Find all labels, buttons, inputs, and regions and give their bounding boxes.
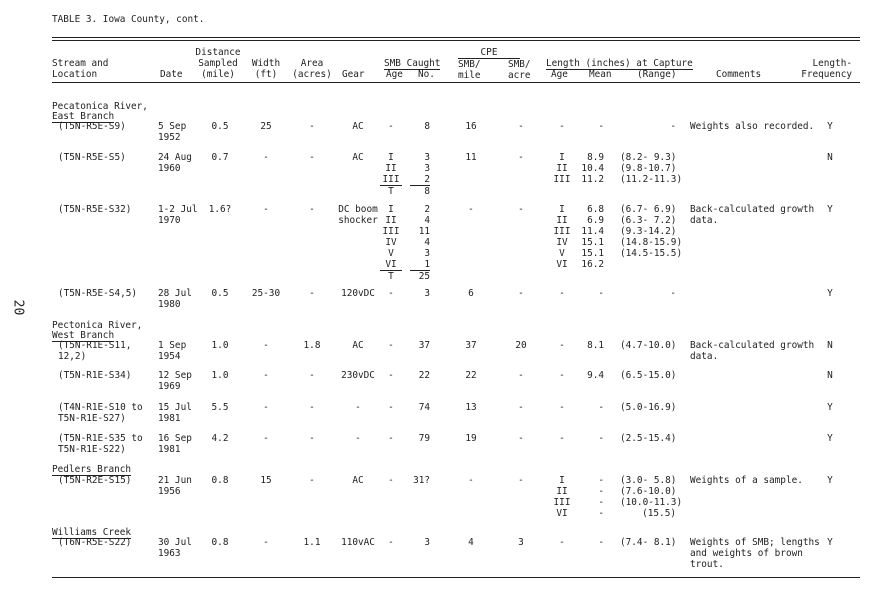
cell-distance: 1.0 (211, 370, 229, 381)
header-length-frequency-2: Frequency (801, 69, 852, 80)
cell-length-frequency: Y (827, 204, 833, 215)
header-length-frequency: Length- (812, 58, 852, 69)
cell-width: - (263, 204, 269, 215)
group-title: Pecatonica River, (52, 101, 148, 112)
cell-area: - (309, 370, 315, 381)
cell-number: 3 (424, 537, 430, 548)
cell-date: 21 Jun 1956 (158, 475, 192, 497)
cell-smb-acre: - (518, 121, 524, 132)
cell-date: 12 Sep 1969 (158, 370, 192, 392)
cell-area: 1.1 (303, 537, 321, 548)
header-cpe: CPE (480, 47, 498, 58)
cell-smb-mile: - (468, 204, 474, 215)
cell-length-frequency: N (827, 370, 833, 381)
cell-gear: - (355, 433, 361, 444)
cell-location: (T5N-R1E-S35 to T5N-R1E-S22) (58, 433, 143, 455)
cell-date: 15 Jul 1981 (158, 402, 192, 424)
cell-len-age: I II III (553, 152, 571, 185)
group-title: Pectonica River, (52, 320, 143, 331)
cell-gear: DC boom shocker (338, 204, 378, 226)
cell-age: I II III IV V VI (382, 204, 400, 270)
cell-number: 3 (424, 288, 430, 299)
cell-len-range: - (670, 288, 676, 299)
cell-len-age: - (559, 288, 565, 299)
cell-distance: 0.7 (211, 152, 229, 163)
top-rule (52, 37, 860, 38)
cell-date: 16 Sep 1981 (158, 433, 192, 455)
cell-distance: 0.5 (211, 288, 229, 299)
cell-location: (T6N-R5E-S22) (58, 537, 132, 548)
cell-smb-acre: - (518, 475, 524, 486)
cell-length-frequency: Y (827, 121, 833, 132)
cell-len-age: - (559, 121, 565, 132)
cell-smb-acre: 20 (515, 340, 527, 351)
cell-len-mean: - (598, 288, 604, 299)
cell-number: 3 3 2 (424, 152, 430, 185)
cell-smb-mile: 6 (468, 288, 474, 299)
cell-gear: 230vDC (341, 370, 375, 381)
cell-area: 1.8 (303, 340, 321, 351)
cell-len-range: (8.2- 9.3) (9.8-10.7) (11.2-11.3) (620, 152, 683, 185)
cell-gear: AC (352, 340, 364, 351)
cell-len-range: (2.5-15.4) (620, 433, 677, 444)
cell-width: - (263, 152, 269, 163)
cell-length-frequency: Y (827, 475, 833, 486)
cell-gear: 110vAC (341, 537, 375, 548)
cell-smb-mile: - (468, 475, 474, 486)
cell-number-total: 8 (410, 185, 430, 197)
cell-location: (T5N-R5E-S32) (58, 204, 132, 215)
cell-smb-acre: - (518, 433, 524, 444)
cell-distance: 5.5 (211, 402, 229, 413)
header-width-2: (ft) (254, 69, 278, 80)
cell-len-range: (4.7-10.0) (620, 340, 677, 351)
cell-gear: AC (352, 475, 364, 486)
cell-age-total: T (380, 270, 402, 282)
cell-age: I II III (382, 152, 400, 185)
table-title: TABLE 3. Iowa County, cont. (52, 14, 205, 25)
cell-smb-mile: 4 (468, 537, 474, 548)
cell-len-age: - (559, 537, 565, 548)
cell-number: 37 (418, 340, 430, 351)
cell-area: - (309, 475, 315, 486)
cell-len-mean: - (598, 433, 604, 444)
cell-date: 28 Jul 1980 (158, 288, 192, 310)
cell-age: - (388, 433, 394, 444)
cell-distance: 0.5 (211, 121, 229, 132)
group-title: Pedlers Branch (52, 464, 132, 475)
header-length-capture: Length (inches) at Capture (546, 58, 693, 69)
cell-area: - (309, 152, 315, 163)
header-distance-2: Sampled (198, 58, 238, 69)
header-stream: Stream and (52, 58, 109, 69)
cell-distance: 0.8 (211, 475, 229, 486)
cell-smb-acre: - (518, 204, 524, 215)
header-smb-acre: SMB/ (508, 59, 531, 70)
cell-len-range: (5.0-16.9) (620, 402, 677, 413)
cell-width: - (263, 370, 269, 381)
cell-width: 25-30 (251, 288, 281, 299)
group-subtitle: West Branch (52, 330, 115, 341)
cell-len-age: - (559, 340, 565, 351)
cell-location: (T4N-R1E-S10 to T5N-R1E-S27) (58, 402, 143, 424)
cell-smb-mile: 13 (465, 402, 477, 413)
cell-smb-acre: 3 (518, 537, 524, 548)
cell-smb-mile: 37 (465, 340, 477, 351)
cell-length-frequency: N (827, 340, 833, 351)
cell-area: - (309, 204, 315, 215)
cell-location: (T5N-R5E-S4,5) (58, 288, 138, 299)
cell-location: (T5N-R1E-S34) (58, 370, 132, 381)
cell-len-range: (7.4- 8.1) (620, 537, 677, 548)
header-location: Location (52, 69, 98, 80)
cell-width: - (263, 340, 269, 351)
cell-location: (T5N-R5E-S5) (58, 152, 126, 163)
header-gear: Gear (342, 69, 365, 80)
cell-location: (T5N-R5E-S9) (58, 121, 126, 132)
cell-location: (T5N-R2E-S15) (58, 475, 132, 486)
cell-smb-mile: 11 (465, 152, 477, 163)
header-distance: Distance (195, 47, 241, 58)
top-rule-2 (52, 40, 860, 41)
cell-smb-acre: - (518, 370, 524, 381)
cell-date: 30 Jul 1963 (158, 537, 192, 559)
cell-gear: - (355, 402, 361, 413)
cell-width: - (263, 402, 269, 413)
cell-len-mean: 8.1 (587, 340, 604, 351)
header-area: Area (300, 58, 324, 69)
header-comments: Comments (716, 69, 762, 80)
cell-age: - (388, 475, 394, 486)
cell-len-mean: - - - - (598, 475, 604, 519)
header-smb-caught: SMB Caught (384, 58, 441, 69)
header-width: Width (251, 58, 281, 69)
cell-comments: Back-calculated growth data. (690, 204, 815, 226)
cell-comments: Weights also recorded. (690, 121, 815, 132)
cell-length-frequency: Y (827, 433, 833, 444)
cell-number: 79 (418, 433, 430, 444)
cell-length-frequency: N (827, 152, 833, 163)
cell-len-age: - (559, 402, 565, 413)
cell-len-range: (3.0- 5.8) (7.6-10.0) (10.0-11.3) (15.5) (620, 475, 683, 519)
header-date: Date (160, 69, 183, 80)
cell-distance: 0.8 (211, 537, 229, 548)
cell-length-frequency: Y (827, 402, 833, 413)
cell-len-age: - (559, 433, 565, 444)
cell-area: - (309, 288, 315, 299)
group-subtitle: East Branch (52, 111, 115, 122)
header-len-age: Age (551, 69, 568, 80)
cell-date: 24 Aug 1960 (158, 152, 192, 174)
cell-len-mean: 6.8 6.9 11.4 15.1 15.1 16.2 (581, 204, 604, 270)
bottom-rule (52, 577, 860, 578)
cell-len-range: (6.5-15.0) (620, 370, 677, 381)
cell-age: - (388, 288, 394, 299)
cell-len-range: - (670, 121, 676, 132)
cell-smb-mile: 16 (465, 121, 477, 132)
cell-len-age: I II III VI (553, 475, 571, 519)
cell-width: - (263, 433, 269, 444)
cell-distance: 1.0 (211, 340, 229, 351)
cell-len-mean: 8.9 10.4 11.2 (581, 152, 604, 185)
header-len-mean: Mean (589, 69, 612, 80)
cell-len-age: - (559, 370, 565, 381)
header-smb-mile-2: mile (458, 70, 481, 81)
cell-number: 31? (413, 475, 430, 486)
cell-comments: Weights of a sample. (690, 475, 803, 486)
cell-len-range: (6.7- 6.9) (6.3- 7.2) (9.3-14.2) (14.8-15.9) (14.5-15.5) (620, 204, 683, 259)
cell-age: - (388, 121, 394, 132)
cell-length-frequency: Y (827, 288, 833, 299)
cell-number: 22 (418, 370, 430, 381)
cell-date: 5 Sep 1952 (158, 121, 187, 143)
cell-date: 1-2 Jul 1970 (158, 204, 198, 226)
cell-smb-acre: - (518, 152, 524, 163)
cell-len-mean: - (598, 121, 604, 132)
cell-age: - (388, 370, 394, 381)
cell-width: 15 (260, 475, 272, 486)
cell-area: - (309, 433, 315, 444)
header-distance-3: (mile) (201, 69, 235, 80)
cell-number-total: 25 (410, 270, 430, 282)
header-no: No. (418, 69, 435, 80)
cell-number: 8 (424, 121, 430, 132)
cell-gear: AC (352, 152, 364, 163)
header-smb-acre-2: acre (508, 70, 531, 81)
cell-smb-acre: - (518, 402, 524, 413)
cell-age: - (388, 340, 394, 351)
header-area-2: (acres) (292, 69, 332, 80)
cell-len-mean: - (598, 537, 604, 548)
cell-smb-mile: 19 (465, 433, 477, 444)
cell-gear: 120vDC (341, 288, 375, 299)
header-age: Age (386, 69, 403, 80)
cell-age-total: T (380, 185, 402, 197)
cell-smb-acre: - (518, 288, 524, 299)
header-len-range: (Range) (637, 69, 677, 80)
cell-date: 1 Sep 1954 (158, 340, 187, 362)
cell-number: 74 (418, 402, 430, 413)
cell-area: - (309, 402, 315, 413)
cell-comments: Weights of SMB; lengths and weights of brown trout. (690, 537, 820, 570)
cell-len-age: I II III IV V VI (553, 204, 571, 270)
cell-len-mean: - (598, 402, 604, 413)
cell-smb-mile: 22 (465, 370, 477, 381)
cell-location: (T5N-R1E-S11, 12,2) (58, 340, 132, 362)
cell-length-frequency: Y (827, 537, 833, 548)
cell-distance: 1.6? (208, 204, 232, 215)
header-rule (52, 82, 860, 83)
cell-len-mean: 9.4 (587, 370, 604, 381)
cell-number: 2 4 11 4 3 1 (418, 204, 430, 270)
page-number: 20 (10, 299, 26, 316)
header-smb-mile: SMB/ (458, 59, 481, 70)
cell-gear: AC (352, 121, 364, 132)
cell-area: - (309, 121, 315, 132)
cell-distance: 4.2 (211, 433, 229, 444)
cell-comments: Back-calculated growth data. (690, 340, 815, 362)
cell-age: - (388, 402, 394, 413)
group-title: Williams Creek (52, 527, 132, 538)
cell-width: 25 (260, 121, 272, 132)
cell-age: - (388, 537, 394, 548)
cell-width: - (263, 537, 269, 548)
